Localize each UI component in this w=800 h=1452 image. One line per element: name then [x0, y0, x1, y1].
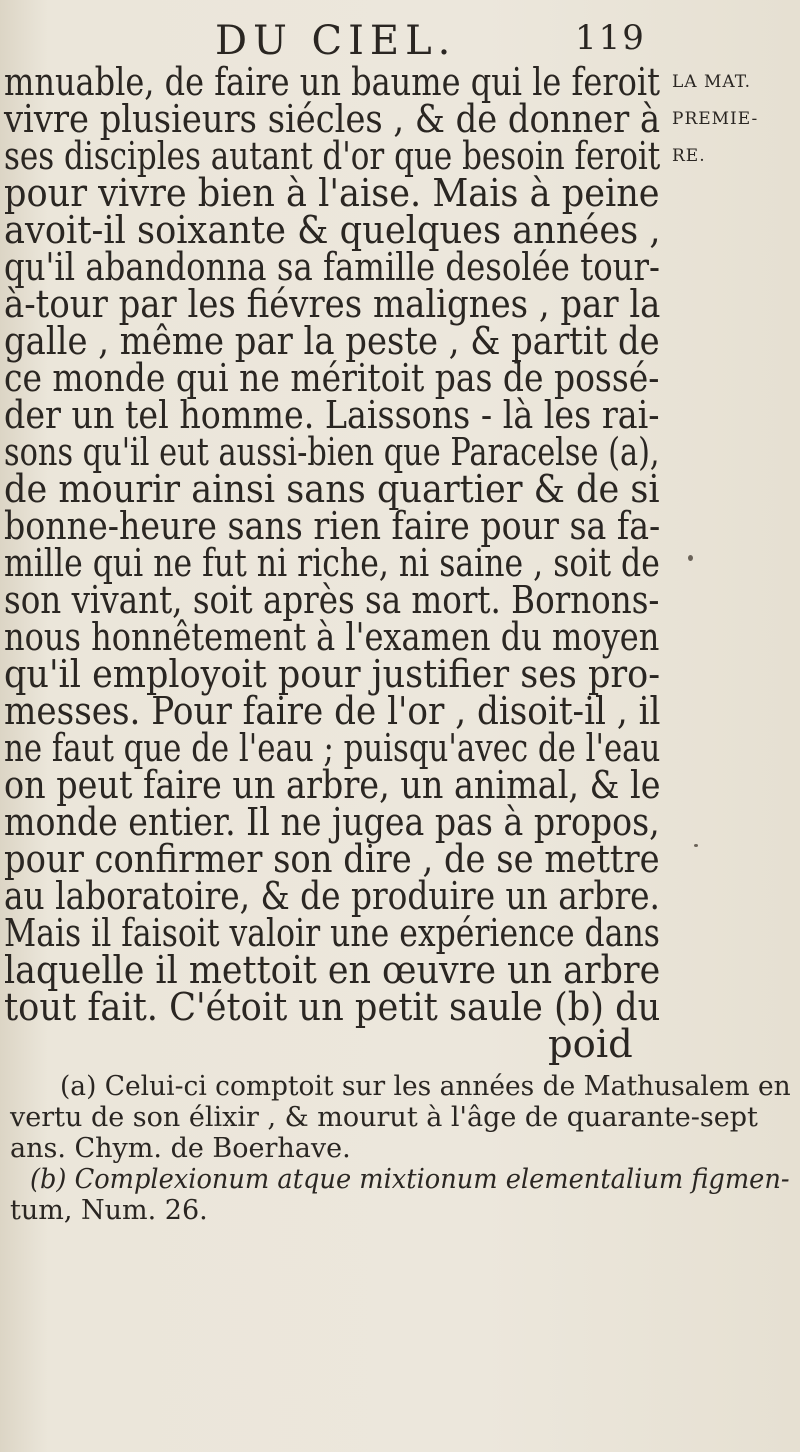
text-line: pour confirmer son dire , de se mettre	[4, 837, 660, 882]
text-line: pour vivre bien à l'aise. Mais à peine	[4, 171, 660, 216]
text-line: der un tel homme. Laissons - là les rai-	[4, 393, 660, 438]
catchword: poid	[548, 1022, 633, 1067]
text-line: qu'il abandonna sa famille desolée tour-	[4, 245, 660, 290]
margin-note-line: LA MAT.	[672, 72, 751, 92]
text-line: vivre plusieurs siécles , & de donner à	[4, 97, 661, 142]
text-line: mille qui ne fut ni riche, ni saine , soit de	[4, 541, 660, 586]
text-line: sons qu'il eut aussi-bien que Paracelse (a),	[4, 430, 660, 475]
text-line: ne faut que de l'eau ; puisqu'avec de l'eau	[4, 726, 661, 771]
margin-note	[672, 64, 758, 175]
text-line: galle , même par la peste , & partit de	[4, 319, 660, 364]
text-line: Mais il faisoit valoir une expérience dans	[4, 911, 660, 956]
text-line: nous honnêtement à l'examen du moyen	[4, 615, 660, 660]
text-line: au laboratoire, & de produire un arbre.	[4, 874, 660, 919]
text-line: ses disciples autant d'or que besoin feroit	[4, 134, 661, 179]
margin-note-line: RE.	[672, 146, 706, 166]
text-line: de mourir ainsi sans quartier & de si	[4, 467, 660, 512]
text-line: on peut faire un arbre, un animal, & le	[4, 763, 661, 808]
text-line: avoit-il soixante & quelques années ,	[4, 208, 661, 253]
ink-speck	[688, 555, 693, 561]
text-line: ce monde qui ne méritoit pas de possé-	[4, 356, 660, 401]
text-line: tout fait. C'étoit un petit saule (b) du	[4, 985, 661, 1030]
text-line: à-tour par les fiévres malignes , par la	[4, 282, 661, 327]
footnote-line: vertu de son élixir , & mourut à l'âge de quarante-sept	[10, 1102, 758, 1133]
footnote-line: (a) Celui-ci comptoit sur les années de Mathusalem en	[60, 1071, 791, 1102]
ink-speck	[694, 844, 698, 847]
footnote-line: (b) Complexionum atque mixtionum elementalium figmen-	[30, 1164, 790, 1195]
page-header	[0, 12, 800, 64]
footnote-line: ans. Chym. de Boerhave.	[10, 1133, 351, 1164]
text-line: monde entier. Il ne jugea pas à propos,	[4, 800, 660, 845]
text-line: qu'il employoit pour justifier ses pro-	[4, 652, 661, 697]
running-head: DU CIEL.	[215, 18, 457, 64]
text-line: messes. Pour faire de l'or , disoit-il , il	[4, 689, 661, 734]
page-number: 119	[575, 18, 646, 58]
footnote-line: tum, Num. 26.	[10, 1195, 208, 1226]
text-line: laquelle il mettoit en œuvre un arbre	[4, 948, 661, 993]
margin-note-line: PREMIE-	[672, 109, 759, 129]
text-line: son vivant, soit après sa mort. Bornons-	[4, 578, 660, 623]
text-line: bonne-heure sans rien faire pour sa fa-	[4, 504, 661, 549]
text-line: mnuable, de faire un baume qui le feroit	[4, 60, 660, 105]
